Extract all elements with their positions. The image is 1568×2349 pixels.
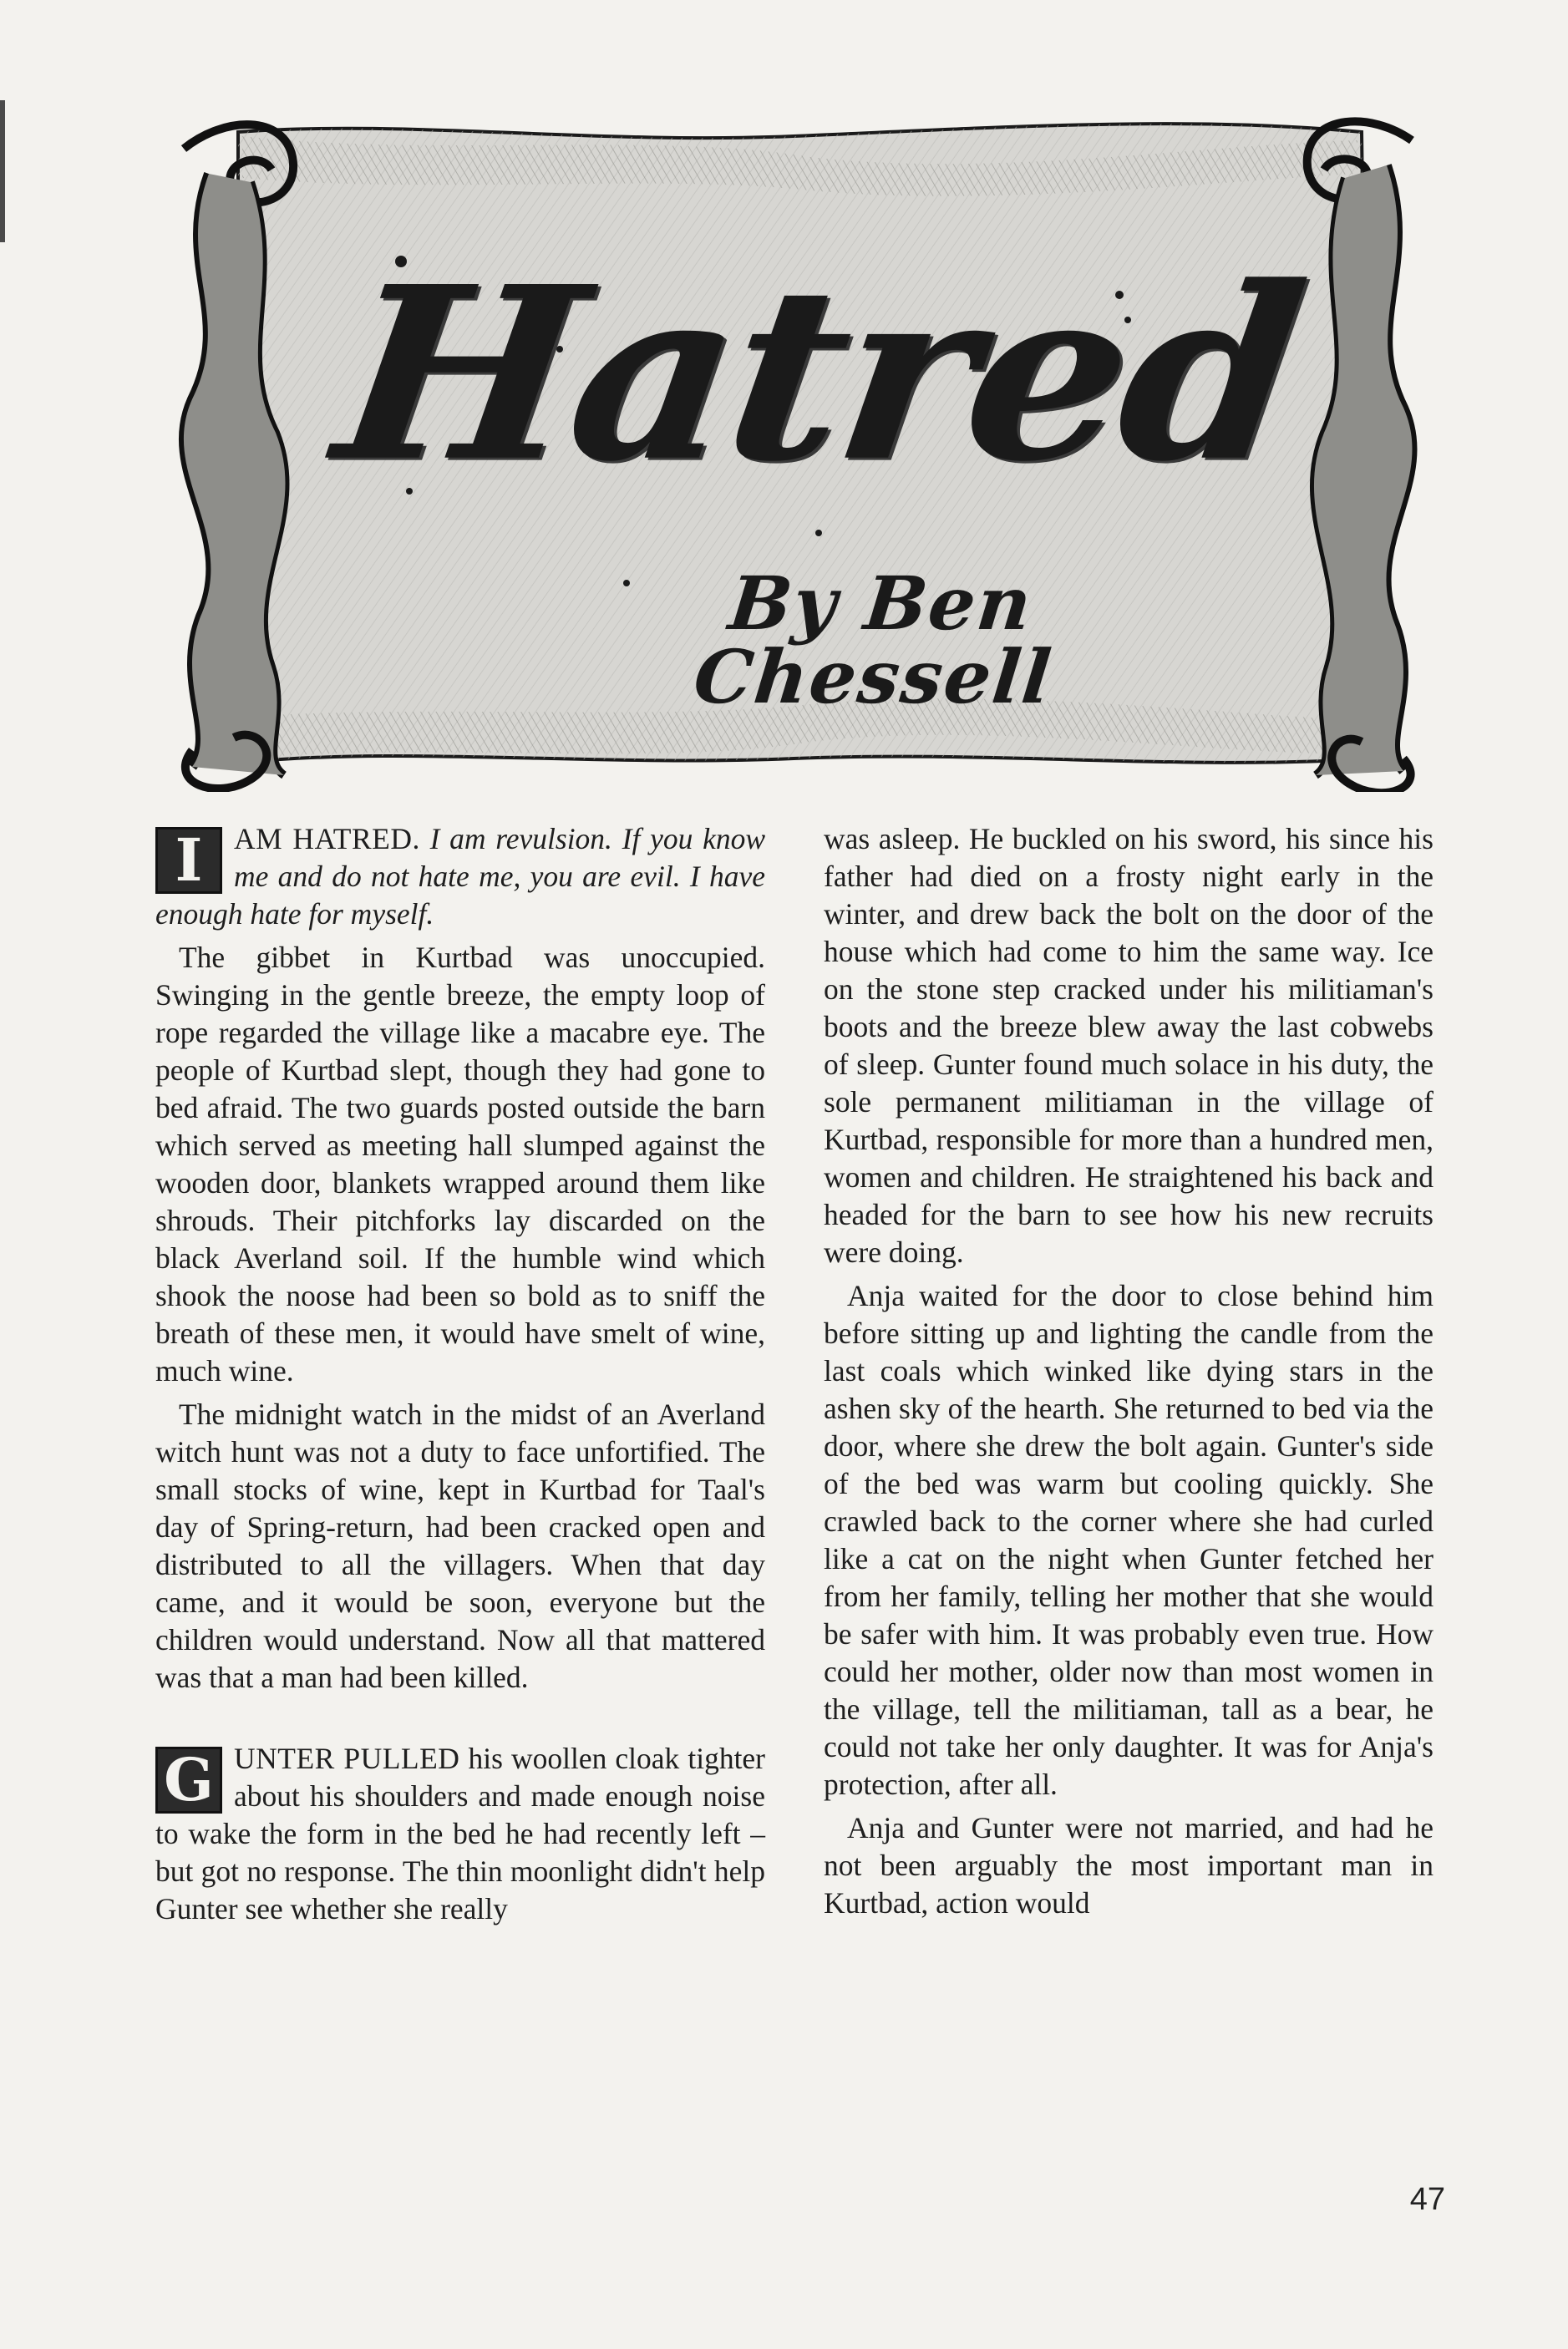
section-paragraph (155, 1740, 765, 1928)
binding-edge (0, 100, 5, 242)
section-text: his woollen cloak tighter about his shoulders and made enough noise to wake the form in the bed he had recently left – but got no response. The thin moonlight didn't help Gunter see whether she really (155, 1742, 766, 1925)
section-caps: UNTER PULLED (234, 1742, 460, 1775)
opening-paragraph (155, 820, 765, 933)
title-banner (159, 99, 1437, 792)
paragraph: was asleep. He buckled on his sword, his since his father had died on a frosty night early in the winter, and drew back the bolt on the door of the house which had come to him the same way. Ice on the stone step cracked under his militiaman's boots and the breeze blew away the last cobwebs of sleep. Gunter found much solace in his duty, the sole permanent militiaman in the village of Kurtbad, responsible for more than a hundred men, women and children. He straightened his back and headed for the barn to see how his new recruits were doing. (824, 822, 1434, 1269)
opening-italic: I am revulsion. If you know me and do not hate me, you are evil. I have enough hate for myself. (155, 822, 766, 931)
left-column (155, 820, 765, 1934)
article-title: Hatred (322, 233, 1314, 515)
paragraph: Anja waited for the door to close behind him before sitting up and lighting the candle from the last coals which winked like dying stars in the ashen sky of the hearth. She returned to bed via the door, where she drew the bolt again. Gunter's side of the bed was warm but cooling quickly. She crawled back to the corner where she had curled like a cat on the night when Gunter fetched her from her family, telling her mother that she would be safer with him. It was probably even true. How could her mother, older now than most women in the village, tell the militiaman, tall as a bear, he could not take her only daughter. It was for Anja's protection, after all. (824, 1279, 1434, 1801)
drop-cap-g: G (155, 1747, 222, 1814)
drop-cap-i: I (155, 827, 222, 894)
paragraph: Anja and Gunter were not married, and had he not been arguably the most important man in Kurtbad, action would (824, 1811, 1434, 1920)
right-column (824, 820, 1434, 1928)
paragraph: The midnight watch in the midst of an Averland witch hunt was not a duty to face unfortified. The small stocks of wine, kept in Kurtbad for Taal's day of Spring-return, had been cracked open and distributed to all the villagers. When that day came, and it would be soon, everyone but the children would understand. Now all that mattered was that a man had been killed. (155, 1398, 765, 1694)
article-byline: By Ben Chessell (689, 560, 1057, 720)
paragraph: The gibbet in Kurtbad was unoccupied. Swinging in the gentle breeze, the empty loop of rope regarded the village like a macabre eye. The people of Kurtbad slept, though they had gone to bed afraid. The two guards posted outside the barn which served as meeting hall slumped against the wooden door, blankets wrapped around them like shrouds. Their pitchforks lay discarded on the black Averland soil. If the humble wind which shook the noose had been so bold as to sniff the breath of these men, it would have smelt of wine, much wine. (155, 941, 765, 1388)
opening-caps: AM HATRED. (234, 822, 420, 855)
page-number: 47 (1409, 2182, 1445, 2217)
